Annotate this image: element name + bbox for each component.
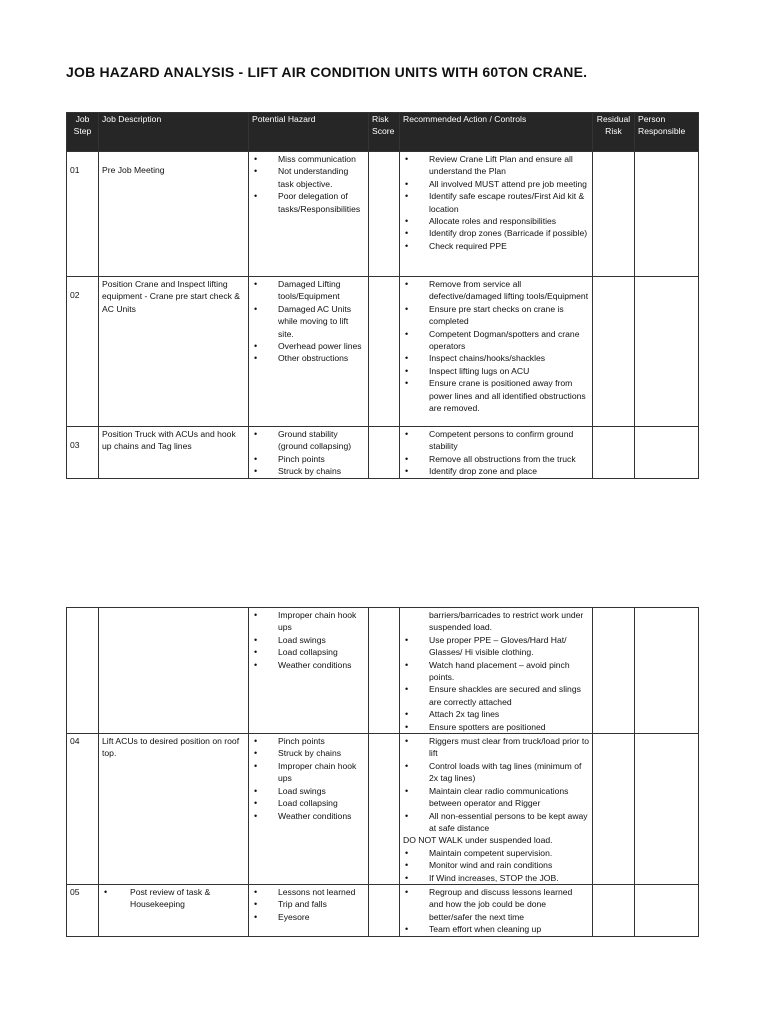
- description-list: [102, 886, 245, 911]
- list-item: • Load swings: [264, 634, 365, 646]
- list-item: • Eyesore: [264, 911, 365, 923]
- list-item: • Ensure pre start checks on crane is completed: [415, 303, 589, 328]
- list-item: • Other obstructions: [264, 352, 365, 364]
- action-cell: [400, 608, 593, 734]
- risk-score-cell: [369, 427, 400, 479]
- list-item: • Not understanding task objective.: [264, 165, 365, 190]
- list-item: • Allocate roles and responsibilities: [415, 215, 589, 227]
- residual-risk-cell: [593, 427, 635, 479]
- job-step-cell: [67, 427, 99, 479]
- list-item: • Struck by chains: [264, 465, 365, 477]
- header-risk-score: Risk Score: [369, 113, 400, 152]
- list-item: • Miss communication: [264, 153, 365, 165]
- action-cell: [400, 734, 593, 885]
- residual-risk-cell: [593, 608, 635, 734]
- hazard-list: [252, 278, 365, 365]
- list-item: • Inspect lifting lugs on ACU: [415, 365, 589, 377]
- hazard-cell: [249, 884, 369, 936]
- job-step-number: 03: [70, 440, 80, 450]
- job-description: Pre Job Meeting: [102, 165, 165, 175]
- list-item: • Struck by chains: [264, 747, 365, 759]
- residual-risk-cell: [593, 734, 635, 885]
- list-item: • Load collapsing: [264, 797, 365, 809]
- list-item: • Review Crane Lift Plan and ensure all understand the Plan: [415, 153, 589, 178]
- list-item: • Load collapsing: [264, 646, 365, 658]
- job-description-cell: [99, 608, 249, 734]
- list-item: • Maintain clear radio communications between operator and Rigger: [415, 785, 589, 810]
- job-description: Lift ACUs to desired position on roof top.: [102, 736, 240, 759]
- job-description-cell: [99, 152, 249, 277]
- risk-score-cell: [369, 277, 400, 427]
- action-list: [403, 735, 589, 834]
- list-item: • Damaged Lifting tools/Equipment: [264, 278, 365, 303]
- hazard-cell: [249, 427, 369, 479]
- list-item: • Ensure spotters are positioned: [415, 721, 589, 733]
- header-job-description: Job Description: [99, 113, 249, 152]
- table-row: [67, 608, 699, 734]
- job-step-cell: [67, 884, 99, 936]
- list-item: • Poor delegation of tasks/Responsibilities: [264, 190, 365, 215]
- job-step-number: 02: [70, 290, 80, 300]
- list-item: • All non-essential persons to be kept away at safe distance: [415, 810, 589, 835]
- hazard-cell: [249, 277, 369, 427]
- list-item: • Inspect chains/hooks/shackles: [415, 352, 589, 364]
- list-item: • Weather conditions: [264, 810, 365, 822]
- action-list: [403, 886, 589, 936]
- job-step-number: 04: [70, 736, 80, 747]
- action-warning-note: DO NOT WALK under suspended load.: [403, 835, 553, 846]
- action-cell: [400, 884, 593, 936]
- residual-risk-cell: [593, 152, 635, 277]
- list-item: • Competent Dogman/spotters and crane operators: [415, 328, 589, 353]
- hazard-cell: [249, 152, 369, 277]
- job-description: Position Crane and Inspect lifting equipment - Crane pre start check & AC Units: [102, 279, 241, 314]
- action-list: [403, 278, 589, 414]
- action-list: [403, 428, 589, 478]
- action-cell: [400, 277, 593, 427]
- table-row: [67, 734, 699, 885]
- person-responsible-cell: [635, 152, 699, 277]
- list-item: • Use proper PPE – Gloves/Hard Hat/ Glasses/ Hi visible clothing.: [415, 634, 589, 659]
- job-step-cell: [67, 608, 99, 734]
- action-cell: [400, 152, 593, 277]
- list-item: • Overhead power lines: [264, 340, 365, 352]
- job-step-cell: [67, 277, 99, 427]
- person-responsible-cell: [635, 277, 699, 427]
- job-description-cell: [99, 427, 249, 479]
- job-step-cell: [67, 734, 99, 885]
- list-item: • Riggers must clear from truck/load prior to lift: [415, 735, 589, 760]
- header-job-step: Job Step: [67, 113, 99, 152]
- action-list-continued: [403, 847, 589, 884]
- hazard-list: [252, 428, 365, 478]
- table-row: [67, 884, 699, 936]
- jha-table-part-1: [66, 112, 699, 479]
- header-recommended-action: Recommended Action / Controls: [400, 113, 593, 152]
- list-item: • Weather conditions: [264, 659, 365, 671]
- table-row: [67, 277, 699, 427]
- document-title: JOB HAZARD ANALYSIS - LIFT AIR CONDITION UNITS WITH 60TON CRANE.: [66, 64, 588, 80]
- jha-table-part-2: [66, 607, 699, 937]
- list-item: • Control loads with tag lines (minimum of 2x tag lines): [415, 760, 589, 785]
- list-item: • Pinch points: [264, 735, 365, 747]
- list-item: • Identify drop zone and place: [415, 465, 589, 477]
- job-description: Position Truck with ACUs and hook up chains and Tag lines: [102, 429, 236, 452]
- job-step-number: 01: [70, 165, 80, 175]
- header-potential-hazard: Potential Hazard: [249, 113, 369, 152]
- list-item: • Load swings: [264, 785, 365, 797]
- list-item: • Remove all obstructions from the truck: [415, 453, 589, 465]
- list-item: • Monitor wind and rain conditions: [415, 859, 589, 871]
- list-item: • Competent persons to confirm ground stability: [415, 428, 589, 453]
- list-item: • Remove from service all defective/damaged lifting tools/Equipment: [415, 278, 589, 303]
- list-item: • Damaged AC Units while moving to lift site.: [264, 303, 365, 340]
- job-description-cell: [99, 884, 249, 936]
- list-item: • Check required PPE: [415, 240, 589, 252]
- table-row: [67, 152, 699, 277]
- list-item: • All involved MUST attend pre job meeting: [415, 178, 589, 190]
- residual-risk-cell: [593, 277, 635, 427]
- job-description-cell: [99, 734, 249, 885]
- hazard-list: [252, 609, 365, 671]
- list-item: • Identify safe escape routes/First Aid kit & location: [415, 190, 589, 215]
- list-item: • Lessons not learned: [264, 886, 365, 898]
- job-step-number: 05: [70, 886, 80, 897]
- header-residual-risk: Residual Risk: [593, 113, 635, 152]
- list-item: • Trip and falls: [264, 898, 365, 910]
- action-continued-text: barriers/barricades to restrict work under suspended load.: [429, 610, 584, 633]
- hazard-cell: [249, 608, 369, 734]
- hazard-list: [252, 153, 365, 215]
- list-item: • Pinch points: [264, 453, 365, 465]
- action-cell: [400, 427, 593, 479]
- hazard-list: [252, 886, 365, 923]
- risk-score-cell: [369, 152, 400, 277]
- header-person-responsible: Person Responsible: [635, 113, 699, 152]
- list-item: • Team effort when cleaning up: [415, 923, 589, 935]
- action-list: [403, 634, 589, 733]
- hazard-cell: [249, 734, 369, 885]
- list-item: • If Wind increases, STOP the JOB.: [415, 872, 589, 884]
- list-item: • Ensure crane is positioned away from power lines and all identified obstructions are removed.: [415, 377, 589, 414]
- job-description-cell: [99, 277, 249, 427]
- person-responsible-cell: [635, 608, 699, 734]
- list-item: • Maintain competent supervision.: [415, 847, 589, 859]
- job-step-cell: [67, 152, 99, 277]
- risk-score-cell: [369, 884, 400, 936]
- table-header-row: [67, 113, 699, 152]
- list-item: • Improper chain hook ups: [264, 760, 365, 785]
- job-description: • Post review of task & Housekeeping: [114, 886, 245, 911]
- hazard-list: [252, 735, 365, 822]
- list-item: • Ground stability (ground collapsing): [264, 428, 365, 453]
- list-item: • Identify drop zones (Barricade if possible): [415, 227, 589, 239]
- person-responsible-cell: [635, 734, 699, 885]
- list-item: • Ensure shackles are secured and slings are correctly attached: [415, 683, 589, 708]
- person-responsible-cell: [635, 427, 699, 479]
- list-item: • Regroup and discuss lessons learned and how the job could be done better/safer the next time: [415, 886, 589, 923]
- person-responsible-cell: [635, 884, 699, 936]
- action-list: [403, 153, 589, 252]
- risk-score-cell: [369, 608, 400, 734]
- list-item: • Watch hand placement – avoid pinch points.: [415, 659, 589, 684]
- list-item: • Attach 2x tag lines: [415, 708, 589, 720]
- residual-risk-cell: [593, 884, 635, 936]
- list-item: • Improper chain hook ups: [264, 609, 365, 634]
- table-row: [67, 427, 699, 479]
- risk-score-cell: [369, 734, 400, 885]
